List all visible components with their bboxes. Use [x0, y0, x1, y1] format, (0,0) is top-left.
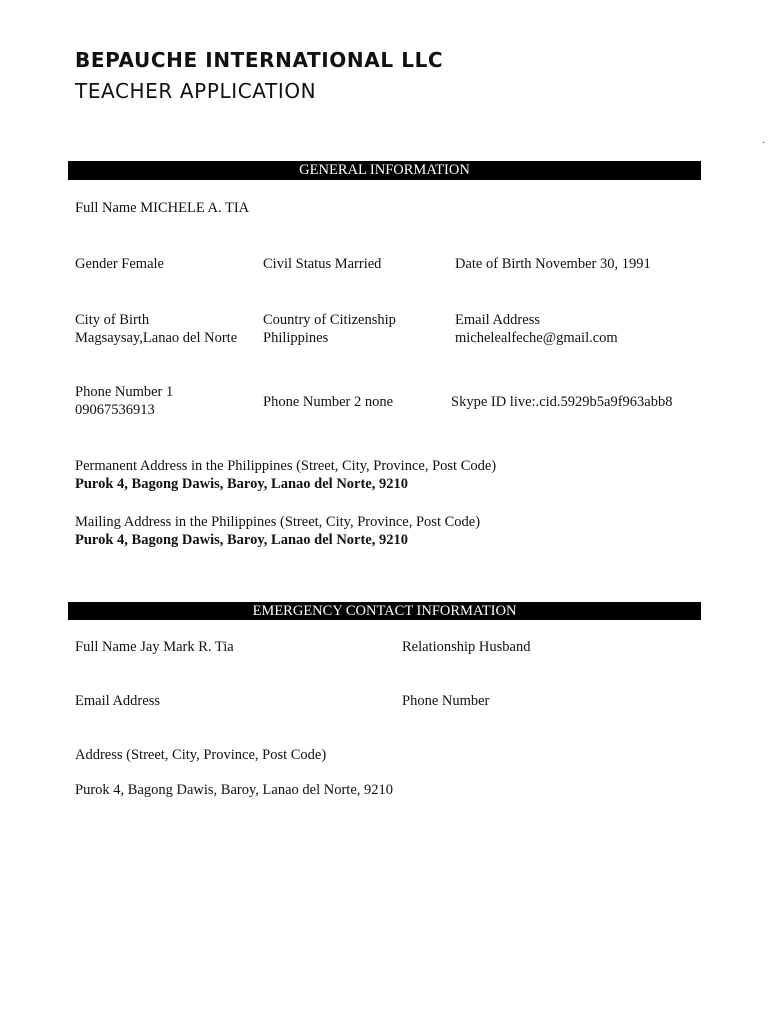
- email-address-label: Email Address: [455, 312, 540, 328]
- citizenship-value: Philippines: [263, 330, 329, 346]
- civil-status-field: Civil Status Married: [263, 256, 382, 272]
- document-title: TEACHER APPLICATION: [75, 79, 317, 103]
- citizenship-label: Country of Citizenship: [263, 312, 396, 328]
- emergency-full-name-field: Full Name Jay Mark R. Tia: [75, 639, 234, 655]
- margin-mark: ·: [762, 138, 766, 149]
- gender-field: Gender Female: [75, 256, 164, 272]
- emergency-contact-heading: EMERGENCY CONTACT INFORMATION: [68, 602, 701, 620]
- emergency-address-label: Address (Street, City, Province, Post Code): [75, 747, 327, 763]
- emergency-phone-field: Phone Number: [402, 693, 490, 709]
- phone-number-1-label: Phone Number 1: [75, 384, 174, 400]
- date-of-birth-field: Date of Birth November 30, 1991: [455, 256, 651, 272]
- emergency-email-field: Email Address: [75, 693, 160, 709]
- mailing-address-label: Mailing Address in the Philippines (Street, City, Province, Post Code): [75, 514, 481, 530]
- permanent-address-value: Purok 4, Bagong Dawis, Baroy, Lanao del Norte, 9210: [75, 476, 408, 492]
- skype-id-field: Skype ID live:.cid.5929b5a9f963abb8: [451, 394, 673, 410]
- city-of-birth-field: [75, 311, 237, 347]
- city-of-birth-value: Magsaysay,Lanao del Norte: [75, 330, 238, 346]
- company-name: BEPAUCHE INTERNATIONAL LLC: [75, 48, 444, 72]
- mailing-address-value: Purok 4, Bagong Dawis, Baroy, Lanao del Norte, 9210: [75, 532, 408, 548]
- phone-number-2-field: Phone Number 2 none: [263, 394, 394, 410]
- citizenship-field: [263, 311, 396, 347]
- email-address-field: [455, 311, 618, 347]
- emergency-address-value: Purok 4, Bagong Dawis, Baroy, Lanao del Norte, 9210: [75, 782, 394, 798]
- city-of-birth-label: City of Birth: [75, 312, 150, 328]
- phone-number-1-value: 09067536913: [75, 402, 155, 418]
- permanent-address-label: Permanent Address in the Philippines (Street, City, Province, Post Code): [75, 458, 497, 474]
- phone-number-1-field: [75, 383, 173, 419]
- email-address-value: michelealfeche@gmail.com: [455, 330, 618, 346]
- general-information-heading: GENERAL INFORMATION: [68, 161, 701, 180]
- mailing-address-field: [75, 513, 480, 549]
- relationship-field: Relationship Husband: [402, 639, 531, 655]
- full-name-field: Full Name MICHELE A. TIA: [75, 200, 250, 216]
- permanent-address-field: [75, 457, 496, 493]
